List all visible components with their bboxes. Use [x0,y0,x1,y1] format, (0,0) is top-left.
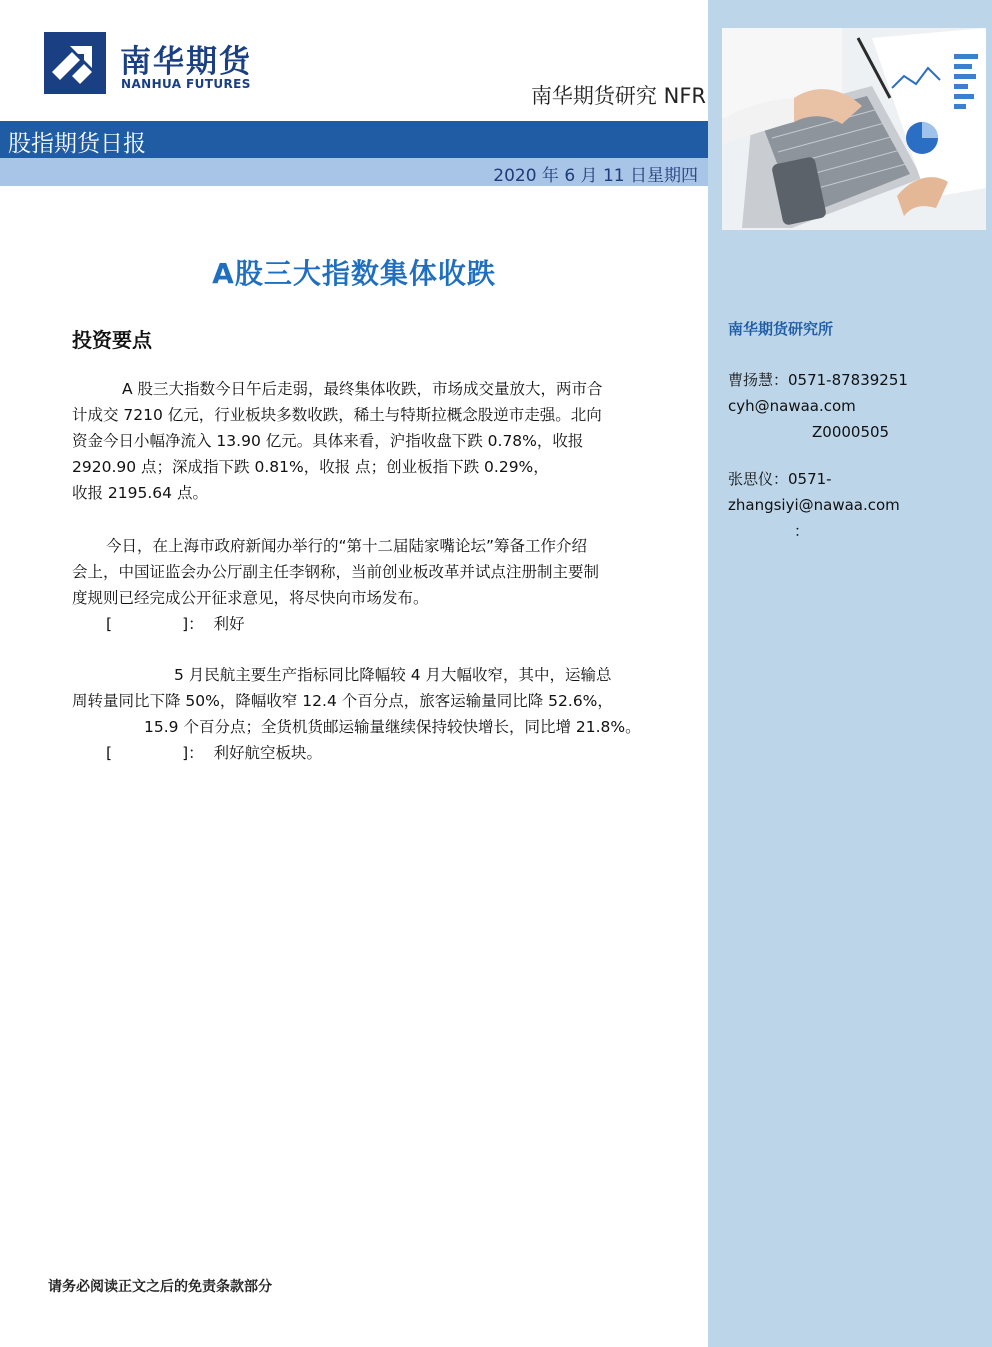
paragraph-line: 计成交 7210 亿元，行业板块多数收跌，稀土与特斯拉概念股逆市走强。北向 [72,406,602,424]
impact-line [72,611,661,637]
paragraph-line: 度规则已经完成公开征求意见，将尽快向市场发布。 [72,589,429,607]
analyst-email[interactable]: cyh@nawaa.com [728,397,856,415]
paragraph-line: 今日，在上海市政府新闻办举行的“第十二届陆家嘴论坛”筹备工作介绍 [106,537,588,555]
analyst-phone: 曹扬慧：0571-87839251 [728,371,908,389]
analyst-registration: Z0000505 [812,423,890,441]
brand-name-en: NANHUA FUTURES [121,77,251,91]
article-headline: A股三大指数集体收跌 [212,257,496,290]
impact-text: 利好 [213,615,245,633]
analyst-contact-1 [728,367,908,445]
paragraph-line: 周转量同比下降 50%，降幅收窄 12.4 个百分点，旅客运输量同比降 52.6%， [72,692,613,710]
impact-bracket-open: [ [106,615,113,633]
analyst-email[interactable]: zhangsiyi@nawaa.com [728,496,900,514]
analyst-contact-2 [728,466,900,544]
paragraph-line: 2920.90 点；深成指下跌 0.81%，收报 点；创业板指下跌 0.29%， [72,458,549,476]
disclaimer-footer: 请务必阅读正文之后的免责条款部分 [48,1279,272,1295]
impact-text: 利好航空板块。 [213,744,322,762]
nanhua-logo-icon [44,32,106,94]
brand-logo [44,32,274,96]
impact-line [72,740,661,766]
paragraph-gem-reform [72,533,661,637]
cover-photo [722,28,986,230]
analyst-registration: ： [794,522,810,540]
research-title: 南华期货研究 NFR [530,84,706,108]
impact-bracket-close: ]： [182,744,204,762]
brand-name-cn: 南华期货 [120,44,252,80]
analyst-phone: 张思仪：0571- [728,470,832,488]
report-date: 2020 年 6 月 11 日星期四 [493,166,698,186]
paragraph-line: 15.9 个百分点；全货机货邮运输量继续保持较快增长，同比增 21.8%。 [144,718,641,736]
impact-bracket-close: ]： [182,615,204,633]
paragraph-market-summary [72,376,661,506]
paragraph-line: 资金今日小幅净流入 13.90 亿元。具体来看，沪指收盘下跌 0.78%，收报 [72,432,584,450]
sidebar-institute-title: 南华期货研究所 [728,320,834,338]
paragraph-line: 5 月民航主要生产指标同比降幅较 4 月大幅收窄，其中，运输总 [174,666,612,684]
report-type: 股指期货日报 [8,131,146,157]
paragraph-line: 收报 2195.64 点。 [72,484,208,502]
paragraph-line: 会上，中国证监会办公厅副主任李钢称，当前创业板改革并试点注册制主要制 [72,563,600,581]
section-title: 投资要点 [72,328,152,352]
paragraph-aviation [72,662,661,766]
paragraph-line: A 股三大指数今日午后走弱，最终集体收跌，市场成交量放大，两市合 [122,380,603,398]
impact-bracket-open: [ [106,744,113,762]
